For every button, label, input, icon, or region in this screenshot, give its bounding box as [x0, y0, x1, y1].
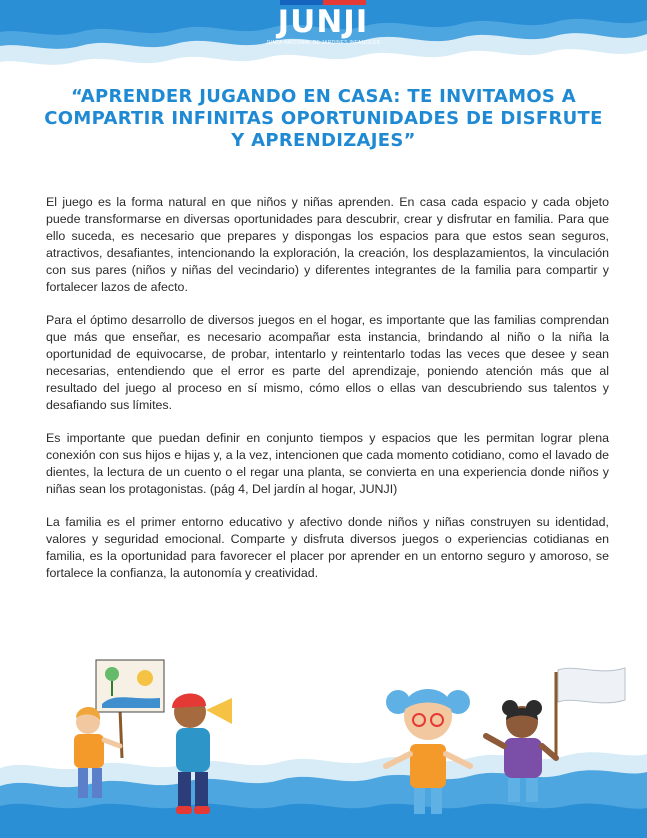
- logo-subtitle: JUNTA NACIONAL DE JARDINES INFANTILES: [265, 40, 381, 46]
- body-text: [46, 194, 609, 598]
- children-illustration: [0, 640, 647, 838]
- paragraph-1: El juego es la forma natural en que niños y niñas aprenden. En casa cada espacio y cada objeto puede transformarse en diversas oportunidades para descubrir, crear y disfrutar en familia. Para que ello suceda, es necesario que prepares y dispongas los espacios para que estos sean seguros, atractivos, desafiantes, intencionando la exploración, la creación, los desplazamientos, la vinculación con sus pares (niños y niñas del vecindario) y diferentes integrantes de la familia para compartir y fortalecer lazos de afecto.: [46, 195, 609, 294]
- child-with-megaphone: [172, 693, 232, 814]
- junji-logo: [258, 0, 388, 50]
- child-with-sign: [74, 660, 164, 798]
- logo-title: JUNJI: [277, 4, 369, 40]
- page-title: “APRENDER JUGANDO EN CASA: TE INVITAMOS A COMPARTIR INFINITAS OPORTUNIDADES DE DISFRUTE Y APRENDIZAJES”: [44, 86, 603, 151]
- child-with-glasses: [386, 689, 470, 814]
- paragraph-3: Es importante que puedan definir en conjunto tiempos y espacios que les permitan lograr plena conexión con sus hijos e hijas y, a la vez, intencionen que cada momento cotidiano, como el lavado de dientes, la lectura de un cuento o el regar una planta, se convierta en una experiencia donde niños y niñas sean los protagonistas. (pág 4, Del jardín al hogar, JUNJI): [46, 431, 609, 496]
- paragraph-2: Para el óptimo desarrollo de diversos juegos en el hogar, es importante que las familias comprendan que más que enseñar, es necesario acompañar esta instancia, brindando al niño o la niña la oportunidad de equivocarse, de probar, intentarlo y reintentarlo todas las veces que desee y sean necesarias, entendiendo que el error es parte del aprendizaje, poniendo atención más que al resultado del juego al proceso en sí mismo, cómo ellos o ellas van descubriendo sus talentos y desafiando sus límites.: [46, 313, 609, 412]
- paragraph-4: La familia es el primer entorno educativo y afectivo donde niños y niñas construyen su identidad, valores y seguridad emocional. Comparte y disfruta diversos juegos o experiencias cotidianas en familia, es la oportunidad para favorecer el placer por aprender en un entorno seguro y amoroso, se fortalece la confianza, la autonomía y creatividad.: [46, 515, 609, 580]
- child-with-flag: [486, 668, 625, 802]
